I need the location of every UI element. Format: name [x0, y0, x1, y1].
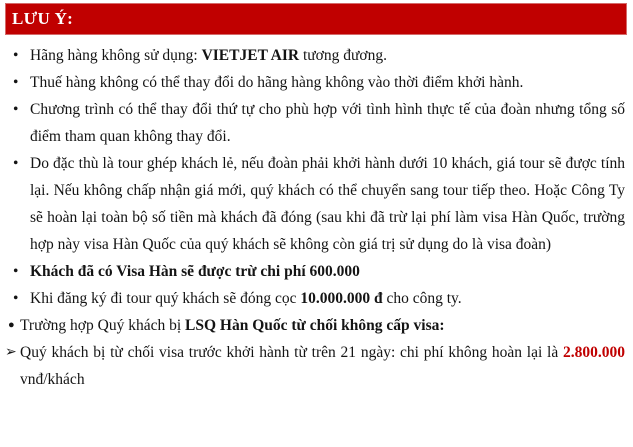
note-text-segment: Trường hợp Quý khách bị	[20, 317, 186, 334]
note-text-segment: Khách đã có Visa Hàn sẽ được trừ chi phí 600.000	[30, 263, 360, 280]
note-text-segment: cho công ty.	[382, 290, 462, 307]
note-text	[30, 258, 627, 285]
note-text	[30, 96, 627, 150]
note-text	[20, 339, 627, 393]
note-text-segment: 10.000.000 đ	[300, 290, 383, 307]
bullet-marker-icon: •	[13, 47, 19, 64]
note-text	[30, 42, 627, 69]
bullet-marker-icon: •	[13, 101, 19, 118]
list-item	[5, 150, 627, 258]
bullet-marker-icon: •	[13, 155, 19, 172]
section-header	[5, 3, 627, 35]
note-text	[30, 285, 627, 312]
notes-list	[5, 42, 627, 393]
note-text-segment: VIETJET AIR	[201, 47, 300, 64]
note-text-segment: Khi đăng ký đi tour quý khách sẽ đóng cọc	[30, 290, 301, 307]
bullet-marker-icon: •	[13, 290, 19, 307]
list-item	[5, 285, 627, 312]
list-item	[5, 339, 627, 393]
note-text	[30, 150, 627, 258]
list-item	[5, 258, 627, 285]
bullet-marker-icon: •	[13, 74, 19, 91]
note-text-segment: Chương trình có thể thay đổi thứ tự cho phù hợp với tình hình thực tế của đoàn nhưng tổng số điểm tham quan không thay đổi.	[30, 101, 625, 145]
list-item	[5, 96, 627, 150]
note-text	[20, 312, 627, 339]
note-text-segment: Quý khách bị từ chối visa trước khởi hành từ trên 21 ngày: chi phí không hoàn lại là	[20, 344, 563, 361]
note-text-segment: Do đặc thù là tour ghép khách lẻ, nếu đoàn phải khởi hành dưới 10 khách, giá tour sẽ được tính lại. Nếu không chấp nhận giá mới, quý khách có thể chuyển sang tour tiếp theo. Hoặc Công Ty sẽ hoàn lại toàn bộ số tiền mà khách đã đóng (sau khi đã trừ lại phí làm visa Hàn Quốc, trường hợp này visa Hàn Quốc của quý khách sẽ không còn giá trị sử dụng do là visa đoàn)	[30, 155, 625, 253]
note-text-segment: 2.800.000	[563, 344, 625, 361]
note-text-segment: vnđ/khách	[20, 371, 85, 388]
note-text-segment: Thuế hàng không có thể thay đổi do hãng hàng không vào thời điểm khởi hành.	[30, 74, 524, 91]
bullet-marker-icon: ●	[8, 319, 15, 331]
note-text-segment: LSQ Hàn Quốc từ chối không cấp visa:	[185, 317, 445, 334]
bullet-marker-icon: ➢	[5, 345, 17, 360]
list-item	[5, 312, 627, 339]
list-item	[5, 69, 627, 96]
note-text-segment: Hãng hàng không sử dụng:	[30, 47, 202, 64]
section-title: LƯU Ý:	[12, 9, 74, 28]
bullet-marker-icon: •	[13, 263, 19, 280]
note-text-segment: tương đương.	[299, 47, 387, 64]
note-text	[30, 69, 627, 96]
list-item	[5, 42, 627, 69]
